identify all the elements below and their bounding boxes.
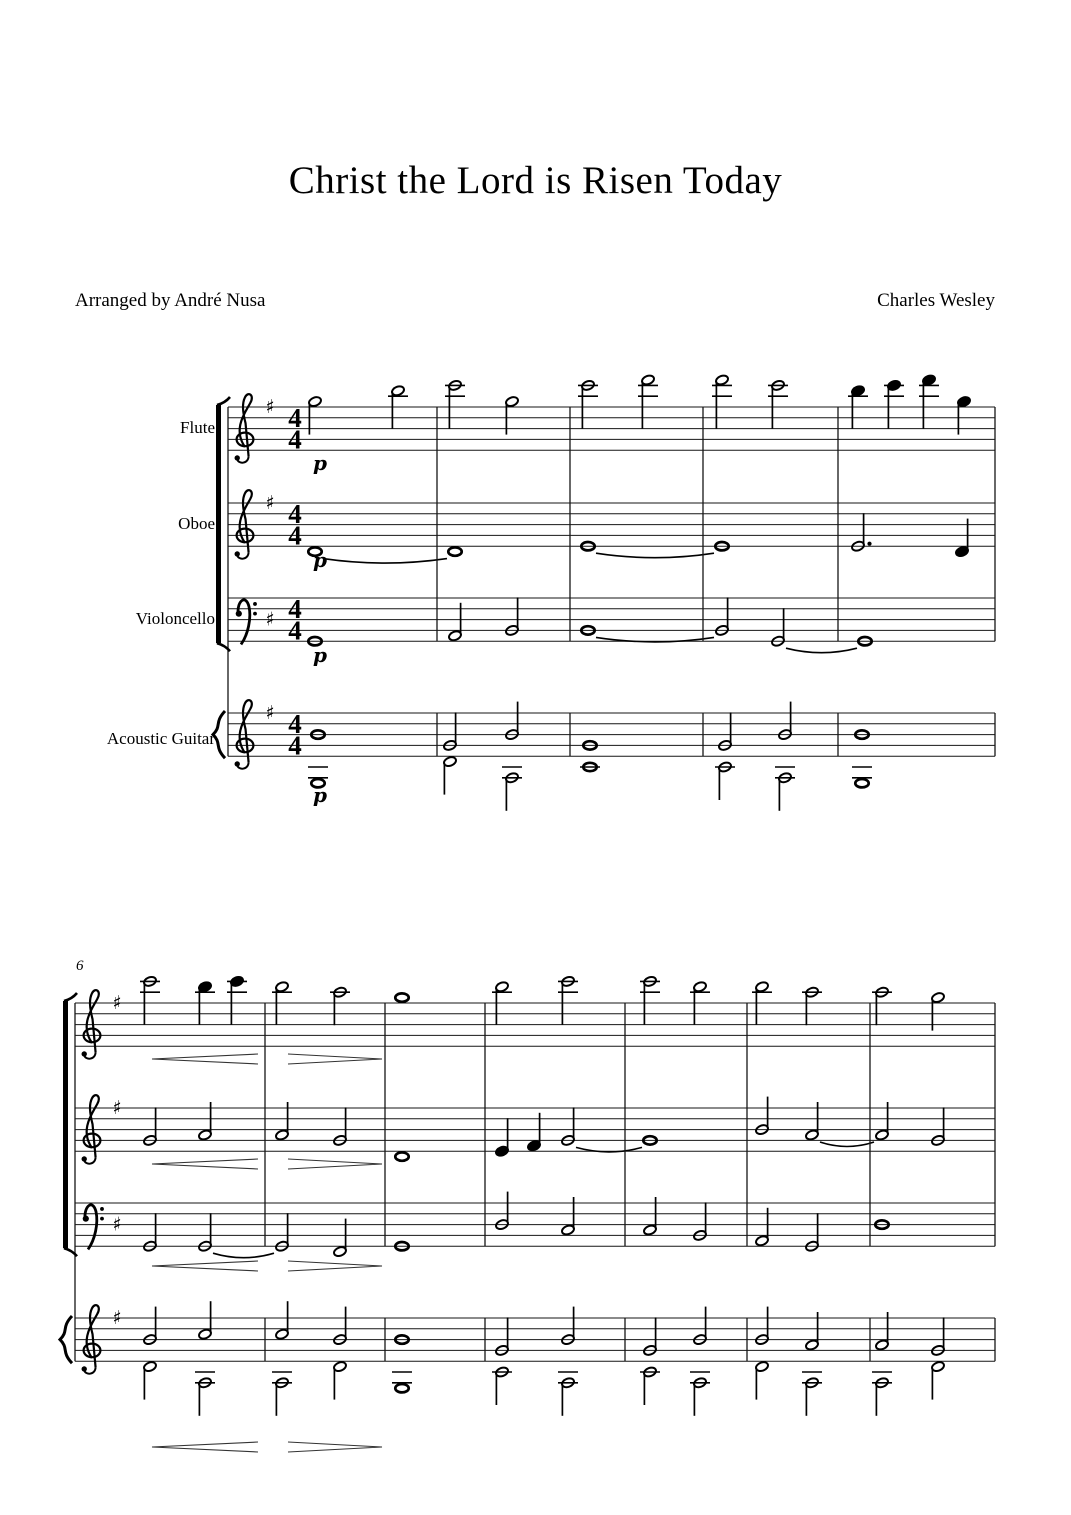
key-signature-sharp: ♯	[265, 608, 275, 631]
staff-flute-system-2	[75, 975, 995, 1064]
key-signature-sharp: ♯	[265, 492, 275, 514]
key-signature-sharp: ♯	[265, 702, 275, 724]
system-1	[228, 374, 995, 811]
staff-violoncello-system-1	[228, 594, 995, 667]
key-signature-sharp: ♯	[112, 1213, 122, 1236]
staff-acoustic-guitar-system-1	[228, 700, 995, 811]
time-signature-numerator: 4	[288, 593, 302, 624]
key-signature-sharp: ♯	[265, 396, 275, 418]
staff-oboe-system-2	[75, 1095, 995, 1169]
bass-clef-icon	[236, 600, 257, 645]
staff-flute-system-1	[228, 374, 995, 475]
staff-acoustic-guitar-system-2	[75, 1301, 995, 1452]
time-signature-numerator: 4	[288, 498, 302, 529]
time-signature-numerator: 4	[288, 708, 302, 739]
instrument-label-oboe: Oboe	[178, 514, 215, 533]
key-signature-sharp: ♯	[112, 1097, 122, 1119]
instrument-label-violoncello: Violoncello	[135, 609, 215, 628]
dynamic-marking: p	[313, 451, 327, 475]
measure-number: 6	[76, 958, 84, 974]
time-signature-denominator: 4	[288, 730, 302, 761]
time-signature-denominator: 4	[288, 520, 302, 551]
key-signature-sharp: ♯	[112, 1307, 122, 1329]
composer-credit: Charles Wesley	[877, 290, 995, 311]
dynamic-marking: p	[313, 548, 327, 572]
instrument-label-acoustic-guitar: Acoustic Guitar	[106, 729, 215, 748]
instrument-label-flute: Flute	[180, 418, 215, 437]
arranger-credit: Arranged by André Nusa	[75, 290, 266, 311]
piece-title: Christ the Lord is Risen Today	[288, 159, 783, 202]
dynamic-marking: p	[313, 783, 327, 807]
system-2	[75, 975, 995, 1452]
dynamic-marking: p	[313, 643, 327, 667]
staff-violoncello-system-2	[75, 1192, 995, 1271]
time-signature-numerator: 4	[288, 402, 302, 433]
staff-oboe-system-1	[228, 490, 995, 572]
key-signature-sharp: ♯	[112, 992, 122, 1014]
time-signature-denominator: 4	[288, 424, 302, 455]
bass-clef-icon	[83, 1205, 104, 1250]
time-signature-denominator: 4	[288, 615, 302, 646]
